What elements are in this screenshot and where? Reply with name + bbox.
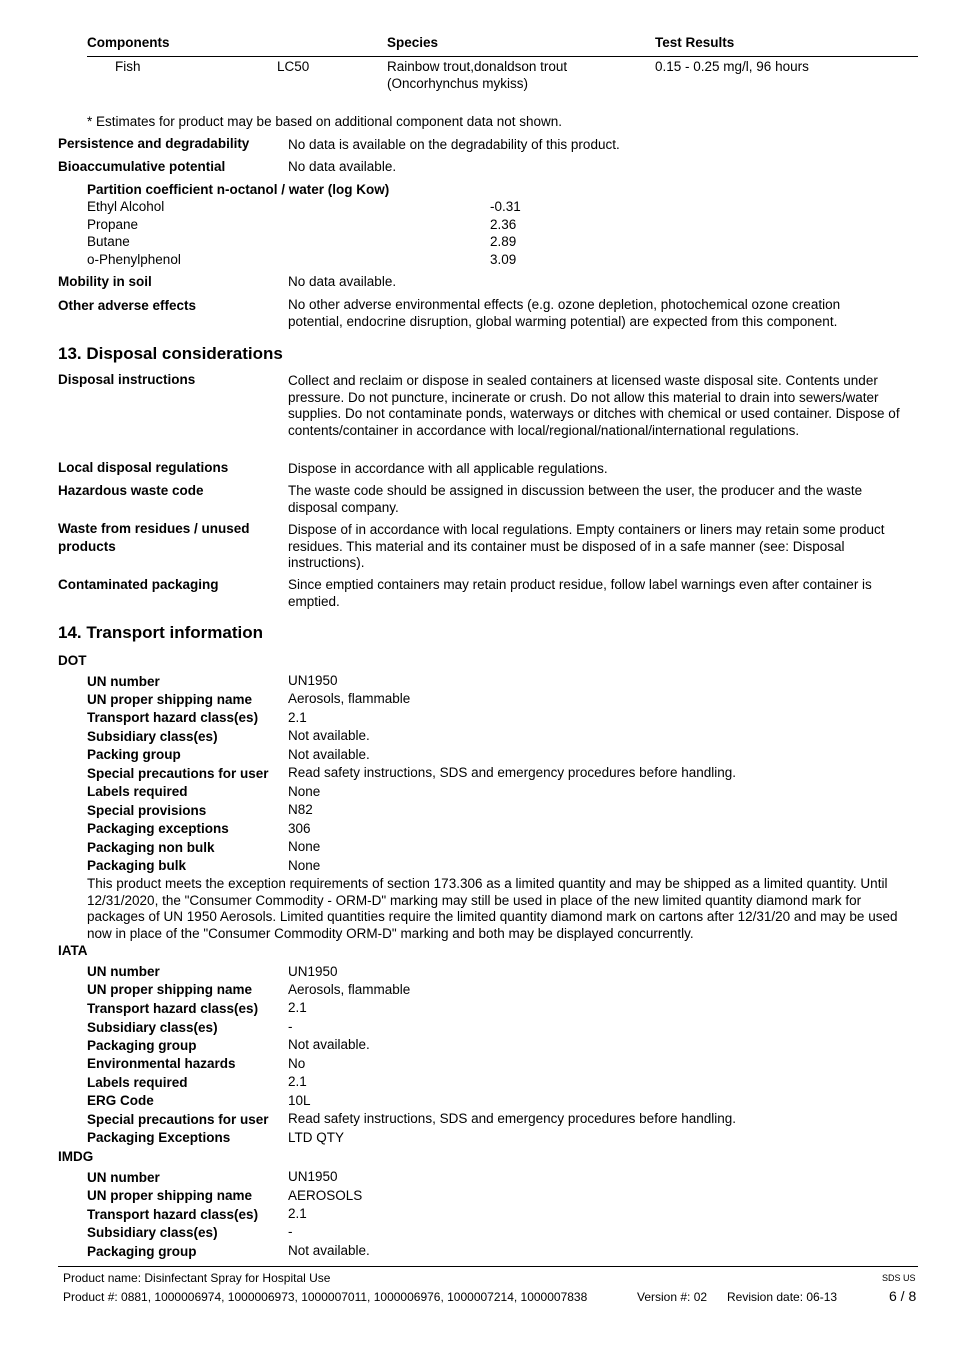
contaminated-packaging-label: Contaminated packaging [58, 577, 219, 592]
table-header-results: Test Results [655, 35, 735, 50]
footer-product-numbers: Product #: 0881, 1000006974, 1000006973, 1000007011, 1000006976, 1000007214, 1000007838 [63, 1290, 588, 1304]
footer-page-number: 6 / 8 [889, 1288, 917, 1304]
iata-row-label: UN proper shipping name [87, 982, 253, 997]
dot-row-value: Read safety instructions, SDS and emergency procedures before handling. [288, 765, 737, 780]
iata-row-value: Read safety instructions, SDS and emergency procedures before handling. [288, 1111, 737, 1126]
table-cell-test-type: LC50 [277, 59, 310, 74]
table-cell-species-line1: Rainbow trout,donaldson trout [387, 59, 568, 74]
dot-row-label: Special precautions for user [87, 766, 269, 781]
iata-row-value: UN1950 [288, 964, 338, 979]
imdg-row-value: AEROSOLS [288, 1188, 363, 1203]
partition-item-value: 2.36 [490, 217, 517, 232]
dot-row-value: Not available. [288, 728, 370, 743]
iata-heading: IATA [58, 943, 88, 958]
dot-row-label: Special provisions [87, 803, 207, 818]
dot-row-label: UN proper shipping name [87, 692, 253, 707]
dot-row-label: Packaging bulk [87, 858, 187, 873]
imdg-row-label: UN proper shipping name [87, 1188, 253, 1203]
partition-item-name: Ethyl Alcohol [87, 199, 165, 214]
dot-row-value: 306 [288, 821, 311, 836]
waste-residues-label-line1: Waste from residues / unused [58, 521, 250, 536]
iata-row-value: Aerosols, flammable [288, 982, 411, 997]
imdg-row-label: Subsidiary class(es) [87, 1225, 218, 1240]
iata-row-label: Transport hazard class(es) [87, 1001, 259, 1016]
persistence-label: Persistence and degradability [58, 136, 250, 151]
iata-row-value: - [288, 1019, 293, 1034]
dot-row-value: None [288, 858, 321, 873]
bioaccumulative-value: No data available. [288, 159, 397, 174]
iata-row-label: Packaging group [87, 1038, 197, 1053]
iata-row-value: 2.1 [288, 1000, 307, 1015]
iata-row-value: 10L [288, 1093, 311, 1108]
dot-row-label: Subsidiary class(es) [87, 729, 218, 744]
dot-row-label: Transport hazard class(es) [87, 710, 259, 725]
partition-item-value: 3.09 [490, 252, 517, 267]
imdg-heading: IMDG [58, 1149, 94, 1164]
waste-residues-label-line2: products [58, 539, 116, 554]
imdg-row-label: Transport hazard class(es) [87, 1207, 259, 1222]
iata-row-label: Labels required [87, 1075, 188, 1090]
bioaccumulative-label: Bioaccumulative potential [58, 159, 226, 174]
imdg-row-label: Packaging group [87, 1244, 197, 1259]
dot-row-label: Packaging exceptions [87, 821, 229, 836]
dot-row-value: N82 [288, 802, 313, 817]
partition-item-value: 2.89 [490, 234, 517, 249]
dot-row-value: Not available. [288, 747, 370, 762]
dot-row-value: None [288, 839, 321, 854]
dot-row-value: 2.1 [288, 710, 307, 725]
other-effects-value: No other adverse environmental effects (e.g. ozone depletion, photochemical ozone creation potential, endocrine disruption, global warming potential) are expected from this component. [288, 297, 841, 329]
partition-item-name: Propane [87, 217, 139, 232]
dot-row-value: Aerosols, flammable [288, 691, 411, 706]
table-cell-result: 0.15 - 0.25 mg/l, 96 hours [655, 59, 809, 74]
iata-row-label: Subsidiary class(es) [87, 1020, 218, 1035]
imdg-row-value: Not available. [288, 1243, 370, 1258]
iata-row-value: LTD QTY [288, 1130, 345, 1145]
partition-title: Partition coefficient n-octanol / water (log Kow) [87, 182, 390, 197]
table-header-components: Components [87, 35, 170, 50]
iata-row-label: ERG Code [87, 1093, 154, 1108]
table-header-rule [87, 56, 918, 57]
iata-row-label: UN number [87, 964, 160, 979]
iata-row-label: Special precautions for user [87, 1112, 269, 1127]
mobility-label: Mobility in soil [58, 274, 152, 289]
iata-row-label: Environmental hazards [87, 1056, 236, 1071]
iata-row-label: Packaging Exceptions [87, 1130, 231, 1145]
section-13-title: 13. Disposal considerations [58, 344, 283, 363]
partition-item-name: Butane [87, 234, 130, 249]
dot-limited-quantity-note: This product meets the exception requirements of section 173.306 as a limited quantity and may be shipped as a limited quantity. Until 12/31/2020, the "Consumer Commodity - ORM-D" marking may still be used in place of the new limited quantity diamond mark for packages of UN 1950 Aerosols. Limited quantities require the limited quantity diamond mark on cartons after 12/31/20 and may be used now in place of the "Consumer Commodity ORM-D" marking and both may be displayed concurrently. [87, 876, 898, 941]
partition-item-value: -0.31 [490, 199, 521, 214]
imdg-row-label: UN number [87, 1170, 160, 1185]
imdg-row-value: - [288, 1224, 293, 1239]
hazardous-code-value: The waste code should be assigned in discussion between the user, the producer and the waste disposal company. [288, 483, 863, 515]
dot-heading: DOT [58, 653, 87, 668]
dot-row-label: Labels required [87, 784, 188, 799]
footer-revision: Revision date: 06-13 [727, 1290, 838, 1304]
other-effects-label: Other adverse effects [58, 298, 197, 313]
contaminated-packaging-value: Since emptied containers may retain product residue, follow label warnings even after container is emptied. [288, 577, 872, 609]
section-14-title: 14. Transport information [58, 623, 263, 642]
partition-item-name: o-Phenylphenol [87, 252, 181, 267]
estimates-note: * Estimates for product may be based on additional component data not shown. [87, 114, 563, 129]
dot-row-label: Packing group [87, 747, 181, 762]
footer-rule [58, 1266, 918, 1267]
dot-row-value: UN1950 [288, 673, 338, 688]
waste-residues-value: Dispose of in accordance with local regulations. Empty containers or liners may retain some product residues. This material and its container must be disposed of in a safe manner (see: Disposal instructions). [288, 522, 885, 570]
footer-version: Version #: 02 [637, 1290, 708, 1304]
footer-sds-label: SDS US [882, 1273, 916, 1283]
dot-row-label: UN number [87, 674, 160, 689]
table-header-species: Species [387, 35, 439, 50]
disposal-instructions-value: Collect and reclaim or dispose in sealed containers at licensed waste disposal site. Contents under pressure. Do not puncture, incinerate or crush. Do not allow this material to drain into sewers/water supplies. Do not contaminate ponds, waterways or ditches with chemical or used container. Dispose of contents/container in accordance with local/regional/national/international regulations. [288, 373, 900, 438]
iata-row-value: Not available. [288, 1037, 370, 1052]
persistence-value: No data is available on the degradability of this product. [288, 137, 620, 152]
table-cell-component: Fish [115, 59, 141, 74]
iata-row-value: 2.1 [288, 1074, 307, 1089]
imdg-row-value: UN1950 [288, 1169, 338, 1184]
table-cell-species-line2: (Oncorhynchus mykiss) [387, 76, 529, 91]
local-regulations-label: Local disposal regulations [58, 460, 229, 475]
dot-row-label: Packaging non bulk [87, 840, 215, 855]
footer-product-name: Product name: Disinfectant Spray for Hospital Use [63, 1271, 331, 1285]
imdg-row-value: 2.1 [288, 1206, 307, 1221]
local-regulations-value: Dispose in accordance with all applicable regulations. [288, 461, 608, 476]
iata-row-value: No [288, 1056, 306, 1071]
mobility-value: No data available. [288, 274, 397, 289]
dot-row-value: None [288, 784, 321, 799]
hazardous-code-label: Hazardous waste code [58, 483, 204, 498]
disposal-instructions-label: Disposal instructions [58, 372, 196, 387]
